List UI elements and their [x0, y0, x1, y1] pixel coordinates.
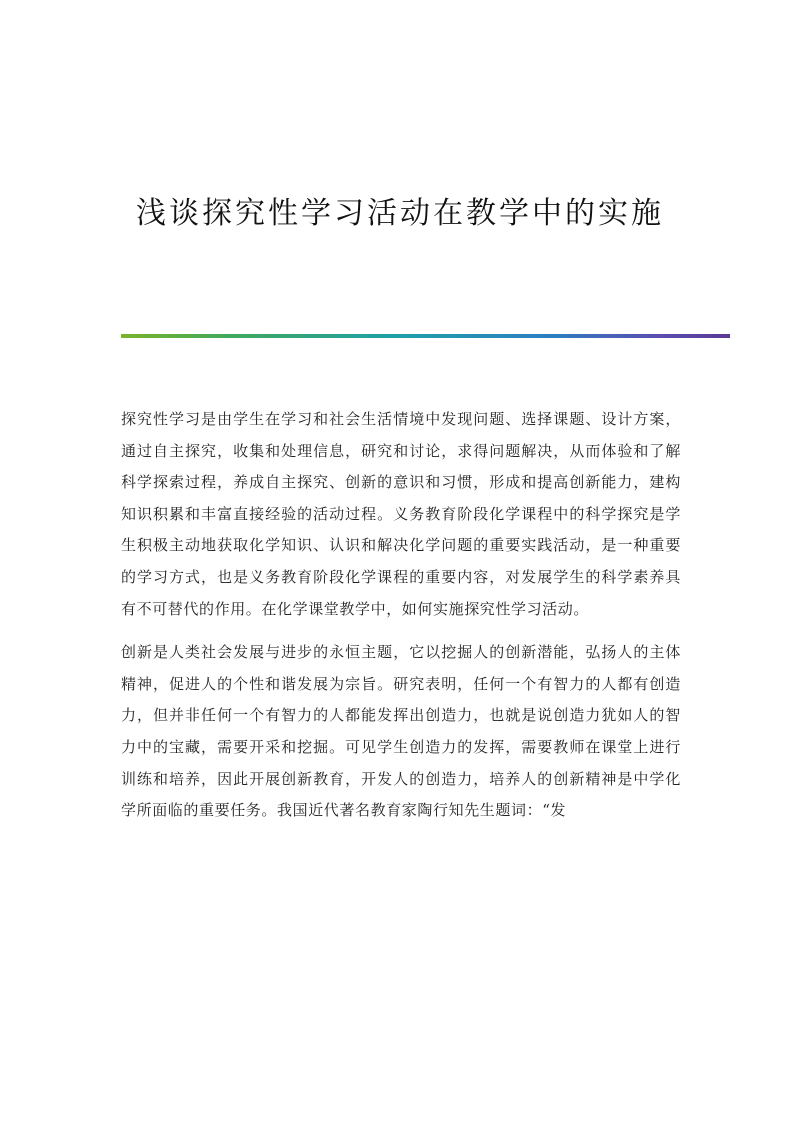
- document-body: [121, 404, 681, 839]
- title-divider: [121, 334, 730, 338]
- document-title: 浅谈探究性学习活动在教学中的实施: [136, 196, 664, 231]
- paragraph-1: 探究性学习是由学生在学习和社会生活情境中发现问题、选择课题、设计方案，通过自主探究，收集和处理信息，研究和讨论，求得问题解决，从而体验和了解科学探索过程，养成自主探究、创新的意识和习惯，形成和提高创新能力，建构知识积累和丰富直接经验的活动过程。义务教育阶段化学课程中的科学探究是学生积极主动地获取化学知识、认识和解决化学问题的重要实践活动，是一种重要的学习方式，也是义务教育阶段化学课程的重要内容，对发展学生的科学素养具有不可替代的作用。在化学课堂教学中，如何实施探究性学习活动。: [121, 410, 681, 618]
- paragraph-2: 创新是人类社会发展与进步的永恒主题，它以挖掘人的创新潜能，弘扬人的主体精神，促进人的个性和谐发展为宗旨。研究表明，任何一个有智力的人都有创造力，但并非任何一个有智力的人都能发挥出创造力，也就是说创造力犹如人的智力中的宝藏，需要开采和挖掘。可见学生创造力的发挥，需要教师在课堂上进行训练和培养，因此开展创新教育，开发人的创造力，培养人的创新精神是中学化学所面临的重要任务。我国近代著名教育家陶行知先生题词：“发: [121, 643, 681, 820]
